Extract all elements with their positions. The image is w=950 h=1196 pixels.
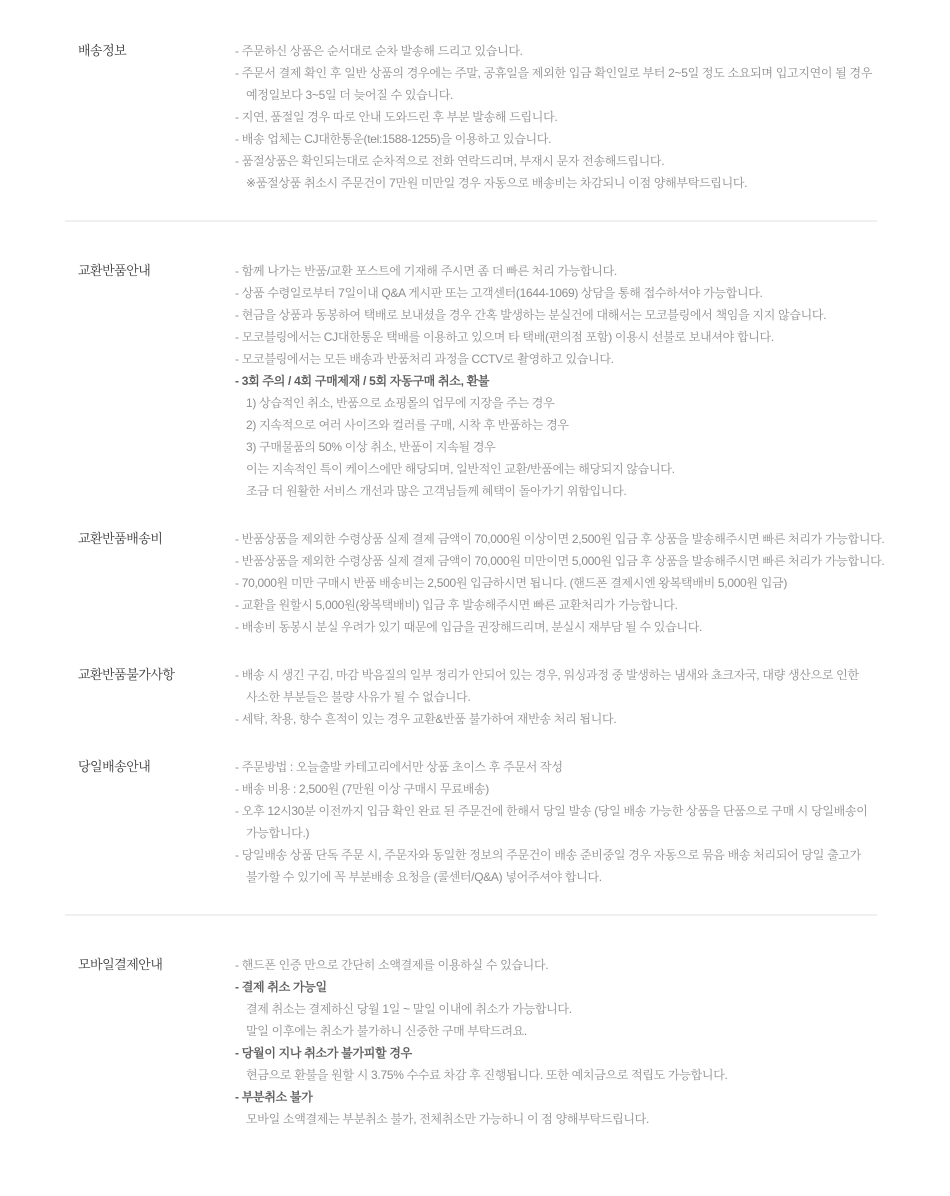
- info-line: - 함께 나가는 반품/교환 포스트에 기재해 주시면 좀 더 빠른 처리 가능합니다.: [235, 264, 617, 278]
- info-section: [65, 40, 895, 194]
- info-line: 결제 취소는 결제하신 당월 1일 ~ 말일 이내에 취소가 가능합니다.: [246, 1002, 572, 1016]
- info-line: - 주문하신 상품은 순서대로 순차 발송해 드리고 있습니다.: [235, 44, 523, 58]
- info-line: 모바일 소액결제는 부분취소 불가, 전체취소만 가능하니 이 점 양해부탁드립니다.: [246, 1112, 649, 1126]
- info-line: 조금 더 원활한 서비스 개선과 많은 고객님들께 혜택이 돌아가기 위함입니다.: [246, 484, 627, 498]
- info-line: - 주문방법 : 오늘출발 카테고리에서만 상품 초이스 후 주문서 작성: [235, 760, 563, 774]
- info-line: 2) 지속적으로 여러 사이즈와 컬러를 구매, 시착 후 반품하는 경우: [246, 418, 569, 432]
- info-section: [65, 954, 895, 1130]
- info-line: - 세탁, 착용, 향수 흔적이 있는 경우 교환&반품 불가하여 재반송 처리 됩니다.: [235, 712, 617, 726]
- info-line: - 오후 12시30분 이전까지 입금 확인 완료 된 주문건에 한해서 당일 발송 (당일 배송 가능한 상품을 단품으로 구매 시 당일배송이 가능합니다.): [235, 804, 868, 840]
- info-section: [65, 528, 895, 638]
- section-label: 교환반품배송비: [78, 531, 163, 546]
- info-line: - 70,000원 미만 구매시 반품 배송비는 2,500원 입금하시면 됩니다. (핸드폰 결제시엔 왕복택배비 5,000원 입금): [235, 576, 788, 590]
- info-line: - 품절상품은 확인되는대로 순차적으로 전화 연락드리며, 부재시 문자 전송해드립니다.: [235, 154, 665, 168]
- section-label: 모바일결제안내: [78, 957, 163, 972]
- section-content: [235, 260, 895, 502]
- info-line: ※품절상품 취소시 주문건이 7만원 미만일 경우 자동으로 배송비는 차감되니 이점 양해부탁드립니다.: [246, 176, 748, 190]
- info-line: - 지연, 품절일 경우 따로 안내 도와드린 후 부분 발송해 드립니다.: [235, 110, 558, 124]
- section-label: 교환반품안내: [78, 263, 151, 278]
- section-label: 당일배송안내: [78, 759, 151, 774]
- section-content: [235, 40, 895, 194]
- info-line: - 배송비 동봉시 분실 우려가 있기 때문에 입금을 권장해드리며, 분실시 재부담 될 수 있습니다.: [235, 620, 703, 634]
- info-line-emphasis: - 3회 주의 / 4회 구매제재 / 5회 자동구매 취소, 환불: [235, 374, 490, 388]
- info-line-emphasis: - 결제 취소 가능일: [235, 980, 327, 994]
- info-line: 1) 상습적인 취소, 반품으로 쇼핑몰의 업무에 지장을 주는 경우: [246, 396, 555, 410]
- info-section: [65, 664, 895, 730]
- section-content: [235, 664, 895, 730]
- section-content: [235, 528, 895, 638]
- info-line: 현금으로 환불을 원할 시 3.75% 수수료 차감 후 진행됩니다. 또한 예치금으로 적립도 가능합니다.: [246, 1068, 728, 1082]
- info-line: - 모코블링에서는 모든 배송과 반품처리 과정을 CCTV로 촬영하고 있습니다.: [235, 352, 614, 366]
- info-line: - 배송 비용 : 2,500원 (7만원 이상 구매시 무료배송): [235, 782, 489, 796]
- section-divider: [65, 220, 877, 222]
- info-line-emphasis: - 부분취소 불가: [235, 1090, 313, 1104]
- info-line: 이는 지속적인 특이 케이스에만 해당되며, 일반적인 교환/반품에는 해당되지 않습니다.: [246, 462, 675, 476]
- info-line: - 모코블링에서는 CJ대한통운 택배를 이용하고 있으며 타 택배(편의점 포함) 이용시 선불로 보내셔야 합니다.: [235, 330, 774, 344]
- info-line: - 현금을 상품과 동봉하여 택배로 보내셨을 경우 간혹 발생하는 분실건에 대해서는 모코블링에서 책임을 지지 않습니다.: [235, 308, 827, 322]
- info-line: - 상품 수령일로부터 7일이내 Q&A 게시판 또는 고객센터(1644-1069) 상담을 통해 접수하셔야 가능합니다.: [235, 286, 763, 300]
- info-line: - 배송 시 생긴 구김, 마감 박음질의 일부 정리가 안되어 있는 경우, 워싱과정 중 발생하는 냄새와 쵸크자국, 대량 생산으로 인한 사소한 부분들은 불량 사유가 될 수 없습니다.: [235, 668, 859, 704]
- section-divider: [65, 914, 877, 916]
- info-line: - 핸드폰 인증 만으로 간단히 소액결제를 이용하실 수 있습니다.: [235, 958, 549, 972]
- info-line: - 배송 업체는 CJ대한통운(tel:1588-1255)을 이용하고 있습니다.: [235, 132, 552, 146]
- info-section: [65, 756, 895, 888]
- info-line: - 주문서 결제 확인 후 일반 상품의 경우에는 주말, 공휴일을 제외한 입금 확인일로 부터 2~5일 정도 소요되며 입고지연이 될 경우 예정일보다 3~5일 더 늦어질 수 있습니다.: [235, 66, 873, 102]
- info-line: 3) 구매물품의 50% 이상 취소, 반품이 지속될 경우: [246, 440, 496, 454]
- info-line: 말일 이후에는 취소가 불가하니 신중한 구매 부탁드려요.: [246, 1024, 527, 1038]
- section-label: 교환반품불가사항: [78, 667, 175, 682]
- sections-container: [65, 40, 895, 1130]
- info-line: - 당일배송 상품 단독 주문 시, 주문자와 동일한 정보의 주문건이 배송 준비중일 경우 자동으로 묶음 배송 처리되어 당일 출고가 불가할 수 있기에 꼭 부분배송 요청을 (콜센터/Q&A) 넣어주셔야 합니다.: [235, 848, 861, 884]
- info-line: - 반품상품을 제외한 수령상품 실제 결제 금액이 70,000원 이상이면 2,500원 입금 후 상품을 발송해주시면 빠른 처리가 가능합니다.: [235, 532, 885, 546]
- info-line: - 반품상품을 제외한 수령상품 실제 결제 금액이 70,000원 미만이면 5,000원 입금 후 상품을 발송해주시면 빠른 처리가 가능합니다.: [235, 554, 885, 568]
- section-content: [235, 954, 895, 1130]
- section-content: [235, 756, 895, 888]
- info-line: - 교환을 원할시 5,000원(왕복택배비) 입금 후 발송해주시면 빠른 교환처리가 가능합니다.: [235, 598, 678, 612]
- info-section: [65, 260, 895, 502]
- info-line-emphasis: - 당월이 지나 취소가 불가피할 경우: [235, 1046, 412, 1060]
- section-label: 배송정보: [78, 43, 127, 58]
